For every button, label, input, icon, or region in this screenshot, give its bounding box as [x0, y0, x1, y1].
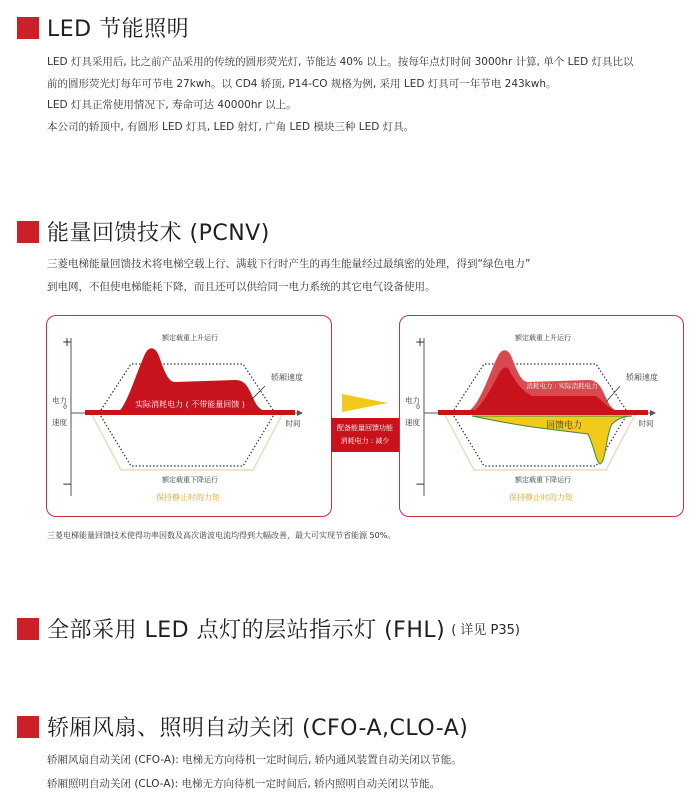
speed-profile-down — [99, 413, 275, 466]
torque-profile — [91, 413, 283, 470]
section-led-body — [47, 52, 634, 138]
section-marker — [17, 716, 39, 738]
section-led-header — [17, 12, 189, 43]
paragraph-line: 轿厢风扇自动关闭 (CFO-A): 电梯无方向待机一定时间后, 轿内通风装置自动关闭以节能。 — [47, 754, 462, 766]
section-marker — [17, 17, 39, 39]
actual-power-label: 消耗电力 : 实际消耗电力 — [526, 382, 598, 390]
section-pcnv-header — [17, 216, 270, 247]
rated-up-label: 额定载重上升运行 — [162, 334, 218, 342]
paragraph-line: LED 灯具采用后, 比之前产品采用的传统的圆形荧光灯, 节能达 40% 以上。按每年点灯时间 3000hr 计算, 单个 LED 灯具比以 — [47, 56, 634, 68]
power-baseline — [85, 410, 295, 415]
time-axis-arrow-icon — [297, 410, 303, 416]
axis-speed-label: 速度 — [405, 418, 420, 427]
axis-power-label: 电力 — [52, 396, 67, 405]
diagram-with-regen — [399, 315, 684, 517]
section-marker — [17, 221, 39, 243]
axis-speed-label: 速度 — [52, 418, 67, 427]
paragraph-line: 三菱电梯能量回馈技术将电梯空载上行、满载下行时产生的再生能量经过最缜密的处理，得到“绿色电力” — [47, 258, 531, 270]
regen-power-label: 回馈电力 — [545, 421, 583, 431]
zero-label: 0 — [416, 404, 420, 411]
regen-badge-line: 配备能量回馈功能 — [337, 424, 393, 432]
actual-power-label: 实际消耗电力 ( 不带能量回馈 ) — [135, 400, 245, 409]
axis-time-label: 时间 — [638, 419, 654, 428]
diagram-without-regen — [46, 315, 332, 517]
yellow-arrow-icon — [340, 392, 390, 414]
diagram-note: 三菱电梯能量回馈技术使得功率因数及高次谐波电流均得到大幅改善，最大可实现节省能源 50%。 — [47, 531, 396, 540]
utilized-power-label: 消耗电力: 电力活用 — [501, 402, 579, 412]
section-marker — [17, 618, 39, 640]
section-title: LED 节能照明 — [47, 17, 190, 42]
rated-down-label: 额定载重下降运行 — [515, 476, 571, 484]
rated-up-label: 额定载重上升运行 — [515, 334, 571, 342]
car-speed-pointer — [606, 386, 620, 402]
section-cfo-header — [17, 711, 468, 742]
section-title: 轿厢风扇、照明自动关闭 (CFO-A,CLO-A) — [47, 716, 469, 741]
plus-sign: + — [61, 335, 73, 349]
paragraph-line: 前的圆形荧光灯每年可节电 27kwh。以 CD4 轿顶, P14-CO 规格为例, 采用 LED 灯具可一年节电 243kwh。 — [47, 77, 557, 90]
car-speed-pointer — [251, 386, 265, 400]
axis-time-label: 时间 — [285, 419, 301, 428]
plus-sign: + — [414, 335, 426, 349]
minus-sign: − — [414, 477, 426, 491]
section-pcnv-body — [47, 253, 530, 299]
paragraph-line: 到电网，不但使电梯能耗下降，而且还可以供给同一电力系统的其它电气设备使用。 — [47, 281, 436, 293]
zero-label: 0 — [63, 404, 67, 411]
rated-down-label: 额定载重下降运行 — [162, 476, 218, 484]
time-axis-arrow-icon — [650, 410, 656, 416]
regen-badge — [331, 418, 399, 452]
axis-power-label: 电力 — [405, 396, 420, 405]
paragraph-line: 轿厢照明自动关闭 (CLO-A): 电梯无方向待机一定时间后, 轿内照明自动关闭以节能。 — [47, 778, 441, 790]
section-title: 能量回馈技术 (PCNV) — [47, 221, 270, 246]
paragraph-line: LED 灯具正常使用情况下, 寿命可达 40000hr 以上。 — [47, 99, 297, 111]
holding-torque-label: 保持静止时的力矩 — [509, 493, 573, 502]
minus-sign: − — [61, 477, 73, 491]
section-cfo-body — [47, 748, 462, 796]
section-fhl-header — [17, 613, 520, 644]
section-title: 全部采用 LED 点灯的层站指示灯 (FHL) — [47, 618, 446, 643]
regen-badge-line: 消耗电力 : 减少 — [340, 437, 390, 445]
paragraph-line: 本公司的轿顶中, 有圆形 LED 灯具, LED 射灯, 广角 LED 模块三种 LED 灯具。 — [47, 120, 415, 133]
page-reference: ( 详见 P35) — [451, 623, 520, 638]
car-speed-label: 轿厢速度 — [271, 373, 303, 382]
holding-torque-label: 保持静止时的力矩 — [156, 493, 220, 502]
car-speed-label: 轿厢速度 — [626, 373, 658, 382]
